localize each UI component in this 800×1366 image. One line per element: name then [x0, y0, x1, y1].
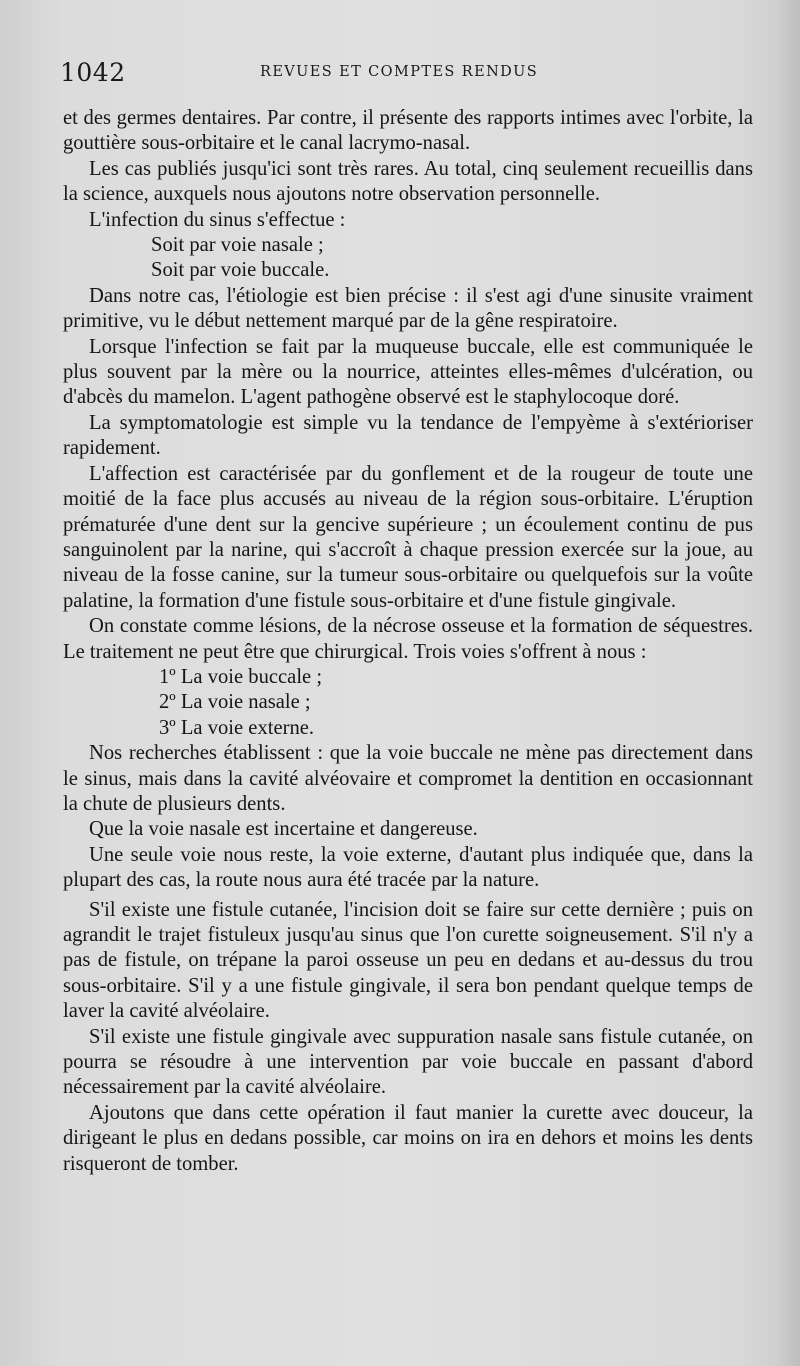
- paragraph-nasal-uncertain: Que la voie nasale est incertaine et dangereuse.: [89, 818, 478, 841]
- paragraph-characteristics: L'affection est caractérisée par du gonflement et de la rougeur de toute une moitié de la face plus accusés au niveau de la région sous-orbitaire. L'éruption prématurée d'une dent sur la gencive supérieure ; un écoulement continu de pus sanguinolent par la narine, qui s'accroît à chaque pression exercée sur la joue, au niveau de la fosse canine, sur la tumeur sous-orbitaire ou quelquefois sur la voûte palatine, la formation d'une fistule sous-orbitaire et d'une fistule gingivale.: [63, 462, 753, 612]
- paragraph-gingival-fistula: S'il existe une fistule gingivale avec suppuration nasale sans fistule cutanée, on pourra se résoudre à une intervention par voie buccale en passant d'abord nécessairement par la cavité alvéolaire.: [63, 1025, 753, 1099]
- paragraph-lesions-treatment: On constate comme lésions, de la nécrose osseuse et la formation de séquestres. Le traitement ne peut être que chirurgical. Trois voies s'offrent à nous :: [63, 615, 753, 663]
- body-text: [63, 106, 753, 1177]
- paragraph-infection-routes-intro: L'infection du sinus s'effectue :: [89, 208, 346, 231]
- numbered-item-oral: 1º La voie buccale ;: [159, 665, 323, 688]
- paragraph-external-route: Une seule voie nous reste, la voie externe, d'autant plus indiquée que, dans la plupart des cas, la route nous aura été tracée par la nature.: [63, 843, 753, 892]
- paragraph-cutaneous-fistula: S'il existe une fistule cutanée, l'incision doit se faire sur cette dernière ; puis on agrandit le trajet fistuleux jusqu'au sinus que l'on curette soigneusement. S'il n'y a pas de fistule, on trépane la paroi osseuse un peu en dedans et au-dessus du trou sous-orbitaire. S'il y a une fistule gingivale, il sera bon pendant quelque temps de laver la cavité alvéolaire.: [63, 898, 753, 1023]
- paragraph-etiology: Dans notre cas, l'étiologie est bien précise : il s'est agi d'une sinusite vraiment primitive, vu le début nettement marqué par de la gêne respiratoire.: [63, 284, 753, 333]
- paragraph-research-findings: Nos recherches établissent : que la voie buccale ne mène pas directement dans le sinus, mais dans la cavité alvéovaire et compromet la dentition en occasionnant la chute de plusieurs dents.: [63, 742, 753, 815]
- page-header: [60, 58, 750, 92]
- running-head: REVUES ET COMPTES RENDUS: [260, 64, 539, 80]
- paragraph-operation-advice: Ajoutons que dans cette opération il faut manier la curette avec douceur, la dirigeant le plus en dedans possible, car moins on ira en dehors et moins les dents risqueront de tomber.: [63, 1101, 753, 1175]
- list-item-nasal-route: Soit par voie nasale ;: [151, 234, 324, 257]
- numbered-item-external: 3º La voie externe.: [159, 716, 315, 739]
- paragraph-rare-cases: Les cas publiés jusqu'ici sont très rares. Au total, cinq seulement recueillis dans la science, auxquels nous ajoutons notre observation personnelle.: [63, 157, 753, 206]
- numbered-item-nasal: 2º La voie nasale ;: [159, 691, 311, 714]
- paragraph-continuation: et des germes dentaires. Par contre, il présente des rapports intimes avec l'orbite, la gouttière sous-orbitaire et le canal lacrymo-nasal.: [63, 107, 753, 155]
- page-number: 1042: [60, 58, 126, 87]
- list-item-oral-route: Soit par voie buccale.: [151, 259, 330, 282]
- scan-edge-shadow: [776, 0, 800, 1366]
- paragraph-symptomatology: La symptomatologie est simple vu la tendance de l'empyème à s'extérioriser rapidement.: [63, 411, 753, 460]
- paragraph-mucosal-infection: Lorsque l'infection se fait par la muqueuse buccale, elle est communiquée le plus souvent par la mère ou la nourrice, atteintes elles-mêmes d'ulcération, ou d'abcès du mamelon. L'agent pathogène observé est le staphylocoque doré.: [63, 335, 753, 409]
